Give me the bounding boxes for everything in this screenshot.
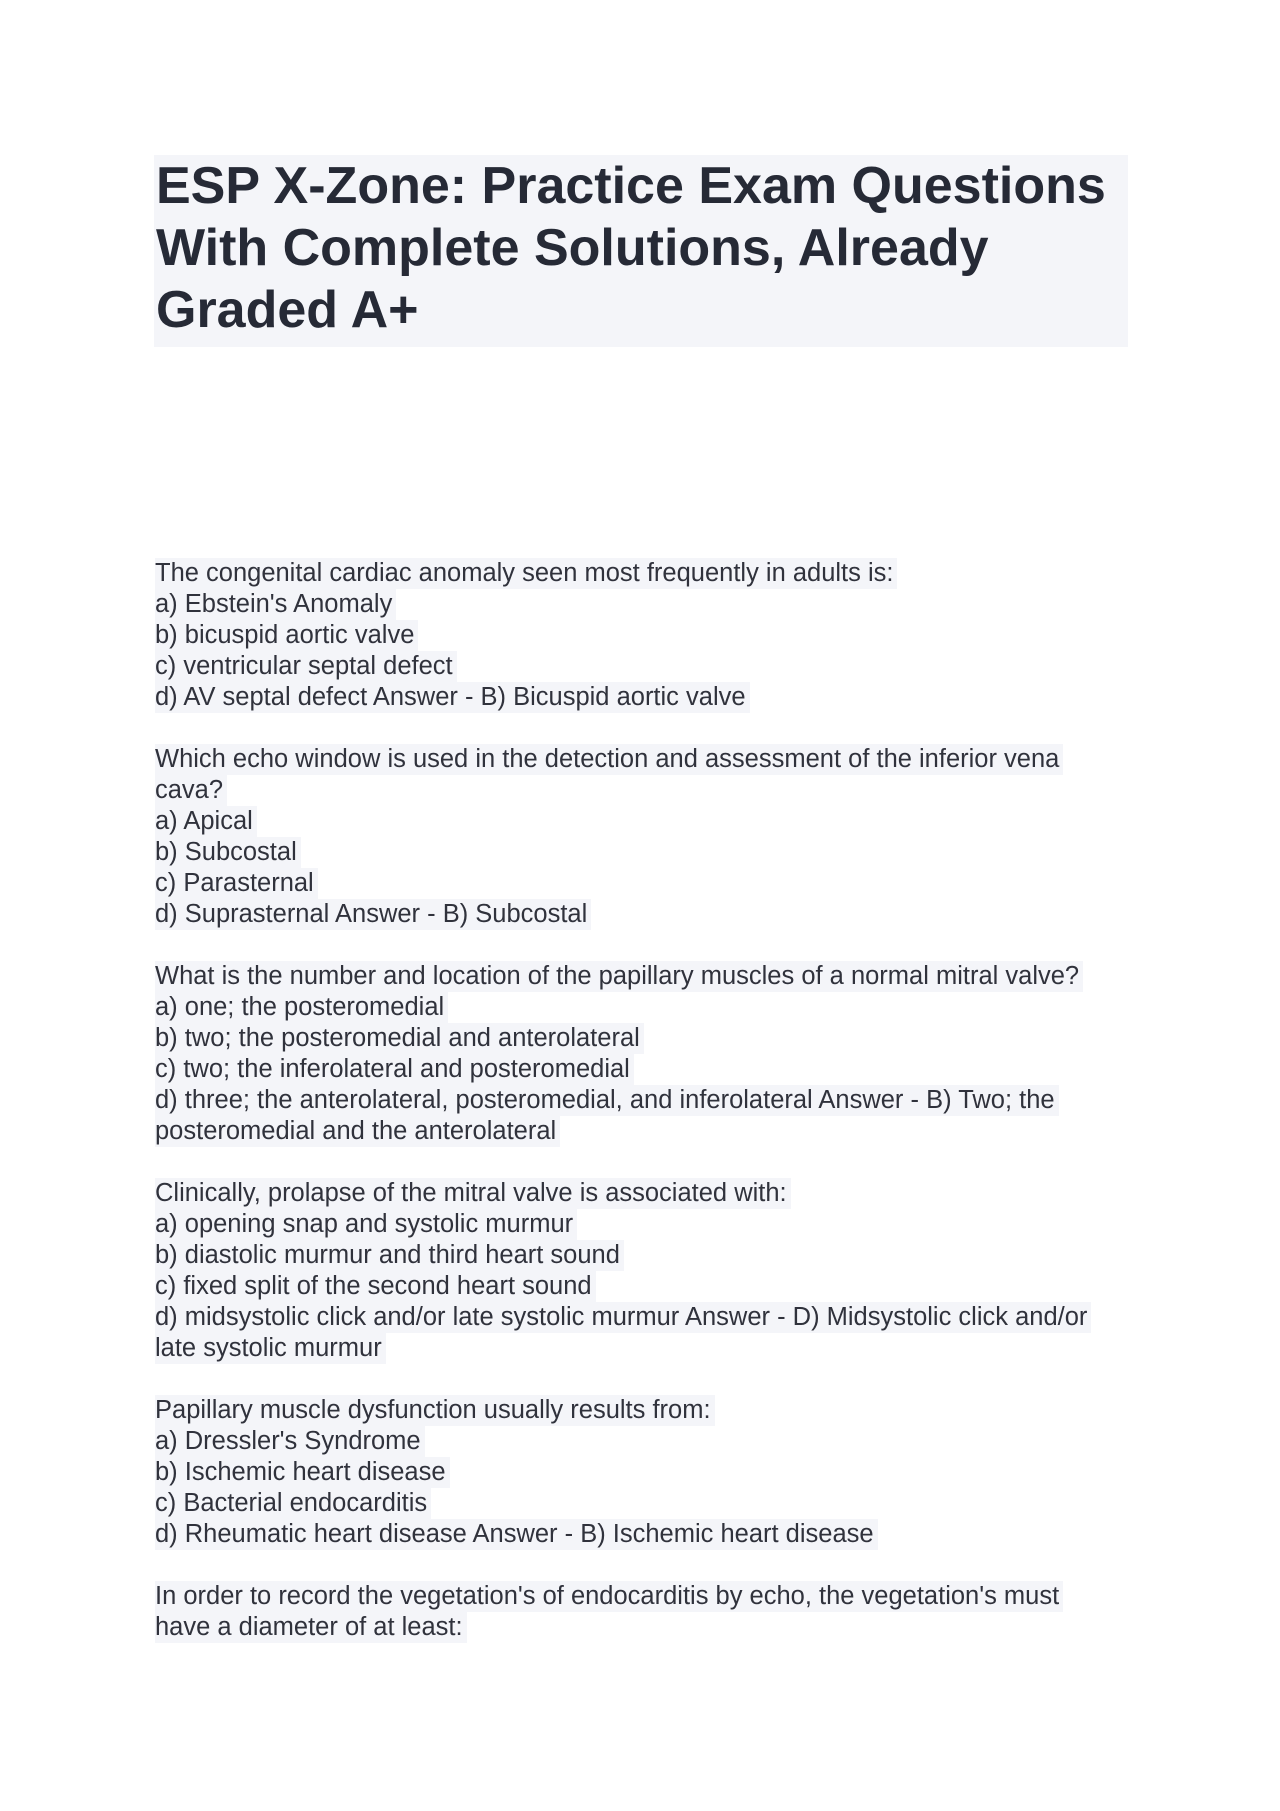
question-line: c) Bacterial endocarditis <box>155 1488 431 1519</box>
question-line: posteromedial and the anterolateral <box>155 1116 560 1147</box>
question-text: Which echo window is used in the detection and assessment of the inferior vena <box>155 744 1063 775</box>
question-line: d) AV septal defect Answer - B) Bicuspid aortic valve <box>155 682 750 713</box>
question-block <box>155 961 1135 1147</box>
question-line: d) three; the anterolateral, posteromedial, and inferolateral Answer - B) Two; the <box>155 1085 1059 1116</box>
question-text: The congenital cardiac anomaly seen most frequently in adults is: <box>155 558 897 589</box>
question-line: a) Ebstein's Anomaly <box>155 589 396 620</box>
question-line: have a diameter of at least: <box>155 1612 467 1643</box>
question-text: What is the number and location of the papillary muscles of a normal mitral valve? <box>155 961 1083 992</box>
title-line: ESP X-Zone: Practice Exam Questions <box>156 157 1106 215</box>
question-line: a) opening snap and systolic murmur <box>155 1209 577 1240</box>
question-line: a) one; the posteromedial <box>155 992 448 1023</box>
question-text: Papillary muscle dysfunction usually results from: <box>155 1395 715 1426</box>
question-block <box>155 1178 1135 1364</box>
title-line: With Complete Solutions, Already <box>156 219 989 277</box>
question-line: c) two; the inferolateral and posteromedial <box>155 1054 634 1085</box>
question-line: b) Subcostal <box>155 837 301 868</box>
question-line: d) Suprasternal Answer - B) Subcostal <box>155 899 591 930</box>
question-line: c) Parasternal <box>155 868 318 899</box>
question-line: a) Apical <box>155 806 257 837</box>
question-line: c) ventricular septal defect <box>155 651 457 682</box>
question-block <box>155 1395 1135 1550</box>
question-line: b) bicuspid aortic valve <box>155 620 418 651</box>
question-text: Clinically, prolapse of the mitral valve is associated with: <box>155 1178 791 1209</box>
question-line: late systolic murmur <box>155 1333 386 1364</box>
question-line: cava? <box>155 775 227 806</box>
question-line: d) Rheumatic heart disease Answer - B) Ischemic heart disease <box>155 1519 878 1550</box>
document-title <box>154 155 1128 347</box>
question-line: b) two; the posteromedial and anterolateral <box>155 1023 644 1054</box>
question-block <box>155 558 1135 713</box>
question-block <box>155 744 1135 930</box>
question-line: b) Ischemic heart disease <box>155 1457 450 1488</box>
question-text: In order to record the vegetation's of endocarditis by echo, the vegetation's must <box>155 1581 1063 1612</box>
question-line: d) midsystolic click and/or late systolic murmur Answer - D) Midsystolic click and/or <box>155 1302 1091 1333</box>
question-line: c) fixed split of the second heart sound <box>155 1271 596 1302</box>
question-list <box>155 558 1135 1674</box>
question-line: a) Dressler's Syndrome <box>155 1426 425 1457</box>
title-line: Graded A+ <box>156 281 419 339</box>
question-line: b) diastolic murmur and third heart sound <box>155 1240 624 1271</box>
question-block <box>155 1581 1135 1643</box>
